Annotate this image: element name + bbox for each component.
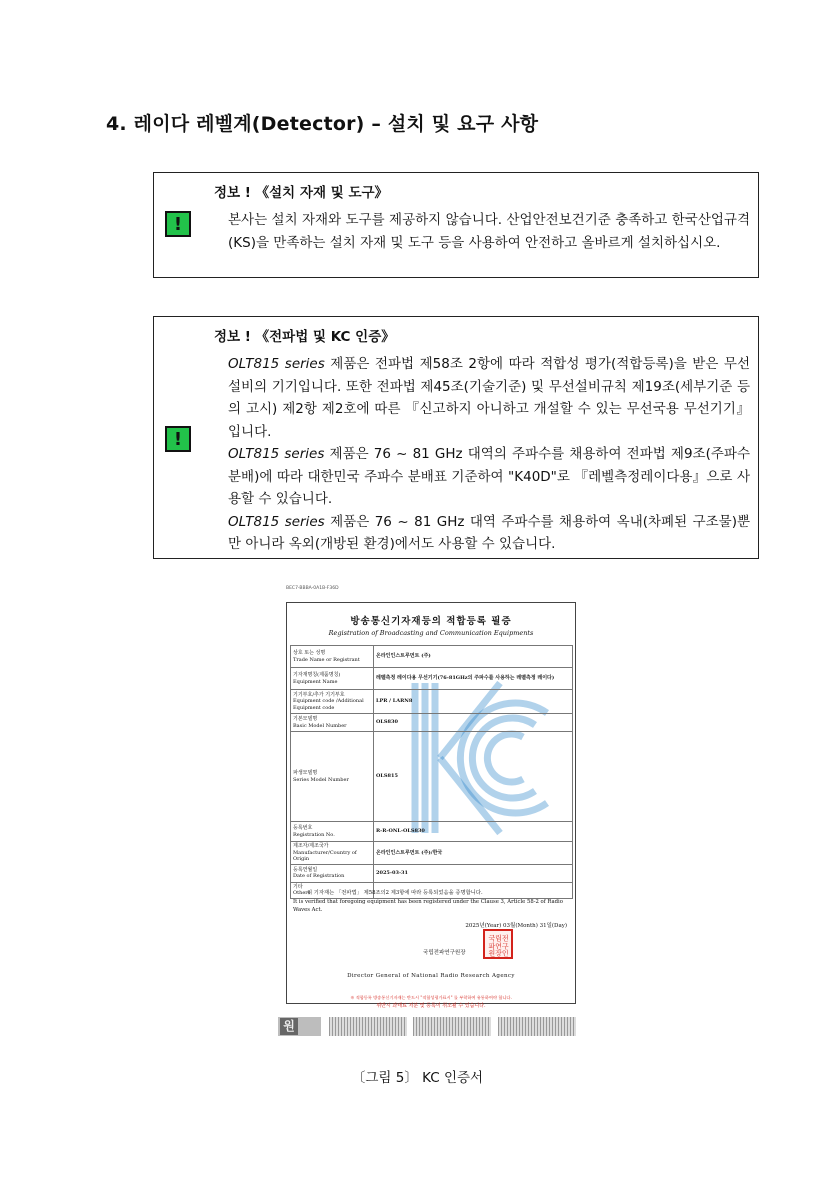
original-stamp: 원 <box>278 1017 321 1036</box>
certificate-director: Director General of National Radio Research Agency <box>347 973 515 979</box>
certificate-title-ko: 방송통신기자재등의 적합등록 필증 <box>350 616 512 627</box>
warning-icon: ! <box>165 211 191 237</box>
svg-text:국립전: 국립전 <box>488 934 509 943</box>
info-box-body <box>228 353 750 556</box>
certificate-frame <box>286 602 576 1009</box>
certificate-row-value: 온라인인스트루먼트 (주)/한국 <box>374 842 573 865</box>
info-paragraph-2: OLT815 series 제품은 76 ~ 81 GHz 대역의 주파수를 채용하여 전파법 제9조(주파수분배)에 따라 대한민국 주파수 분배표 기준하여 "K40D"로 『레벨측정레이다용』으로 사용할 수 있습니다. <box>228 446 750 507</box>
info-box-body <box>228 209 750 254</box>
certificate-issuer: 국립전파연구원장 <box>423 950 466 956</box>
certificate-doc-id: BEC7-BBBA-0A1B-F36D <box>286 586 339 591</box>
certificate-title-en: Registration of Broadcasting and Communication Equipments <box>328 629 534 637</box>
info-box-title: 정보 ! 《설치 자재 및 도구》 <box>214 185 389 201</box>
certificate-row-label: 기자재명칭(제품명칭) Equipment Name <box>291 668 374 690</box>
certificate-row <box>291 864 573 882</box>
security-pattern <box>329 1017 407 1036</box>
certificate-row-value: 레벨측정 레이다용 무선기기(76-81GHz의 주파수를 사용하는 레벨측정 레이다) <box>374 668 573 690</box>
certificate-row <box>291 842 573 865</box>
certificate-row <box>291 714 573 732</box>
certificate-row-value: R-R-ONL-OLS830 <box>374 822 573 842</box>
section-heading: 4. 레이다 레벨계(Detector) – 설치 및 요구 사항 <box>106 113 539 135</box>
certificate-row-value: LPR / LARN8 <box>374 690 573 714</box>
certificate-row-label: 파생모델명 Series Model Number <box>291 732 374 822</box>
certificate-row <box>291 690 573 714</box>
product-name: OLT815 series <box>228 446 325 462</box>
certificate-warning-2: 위반시 과태료 처분 및 등록이 취소될 수 있습니다. <box>376 1003 486 1009</box>
figure-caption: 〔그림 5〕 KC 인증서 <box>351 1070 484 1086</box>
product-name: OLT815 series <box>228 356 325 372</box>
info-box-radio-law <box>153 316 759 559</box>
info-box-installation <box>153 172 759 278</box>
certificate-table <box>290 645 573 899</box>
certificate-row <box>291 822 573 842</box>
warning-icon: ! <box>165 426 191 452</box>
product-name: OLT815 series <box>228 513 325 530</box>
certificate-row <box>291 732 573 822</box>
certificate-row <box>291 668 573 690</box>
certificate-declaration: 위 기자재는 「전파법」 제58조의2 제3항에 따라 등록되었음을 증명합니다. It is verified that foregoing equipment has been registered under the Clause 3, Article 58-2 of Radio Waves Act. <box>293 890 563 913</box>
certificate-row-label: 제조자/제조국가 Manufacturer/Country of Origin <box>291 842 374 865</box>
certificate-row-value: 2025-03-31 <box>374 864 573 882</box>
certificate-row-label: 등록번호 Registration No. <box>291 822 374 842</box>
certificate-row-label: 기기부호/추가 기기부호 Equipment code /Additional Equipment code <box>291 690 374 714</box>
svg-text:파연구: 파연구 <box>488 942 509 951</box>
certificate-date: 2025년(Year) 03월(Month) 31일(Day) <box>465 923 567 929</box>
security-pattern <box>413 1017 491 1036</box>
info-paragraph-1: OLT815 series 제품은 전파법 제58조 2항에 따라 적합성 평가(적합등록)을 받은 무선설비의 기기입니다. 또한 전파법 제45조(기술기준) 및 무선설비규칙 제19조(세부기준 등의 고시) 제2항 제2호에 따른 『신고하지 아니하고 개설할 수 있는 무선국용 무선기기』 입니다. <box>228 356 750 440</box>
info-box-title: 정보 ! 《전파법 및 KC 인증》 <box>214 329 395 345</box>
certificate-row-label: 등록연월일 Date of Registration <box>291 864 374 882</box>
security-pattern <box>498 1017 576 1036</box>
certificate-row-label: 상호 또는 성명 Trade Name or Registrant <box>291 646 374 668</box>
info-paragraph: 본사는 설치 자재와 도구를 제공하지 않습니다. 산업안전보건기준 충족하고 한국산업규격(KS)을 만족하는 설치 자재 및 도구 등을 사용하여 안전하고 올바르게 설치하십시오. <box>228 212 750 251</box>
official-seal-icon <box>483 929 513 959</box>
certificate-row-value: 온라인인스트루먼트 (주) <box>374 646 573 668</box>
svg-text:원장인: 원장인 <box>488 949 509 957</box>
info-paragraph-3: OLT815 series 제품은 76 ~ 81 GHz 대역 주파수를 채용하여 옥내(차폐된 구조물)뿐만 아니라 옥외(개방된 환경)에서도 사용할 수 있습니다. <box>228 513 751 552</box>
certificate-row-value: OLS830 <box>374 714 573 732</box>
certificate-row <box>291 646 573 668</box>
certificate-row-label: 기본모델명 Basic Model Number <box>291 714 374 732</box>
certificate-row-value: OLS815 <box>374 732 573 822</box>
certificate-row-label: 기타 Others <box>291 882 374 898</box>
certificate-warning: ※ 적합등록 방송통신기자재는 반드시 "적합성평가표시" 를 부착하여 유통하여야 합니다. <box>350 995 512 1000</box>
kc-certificate <box>286 594 576 1009</box>
